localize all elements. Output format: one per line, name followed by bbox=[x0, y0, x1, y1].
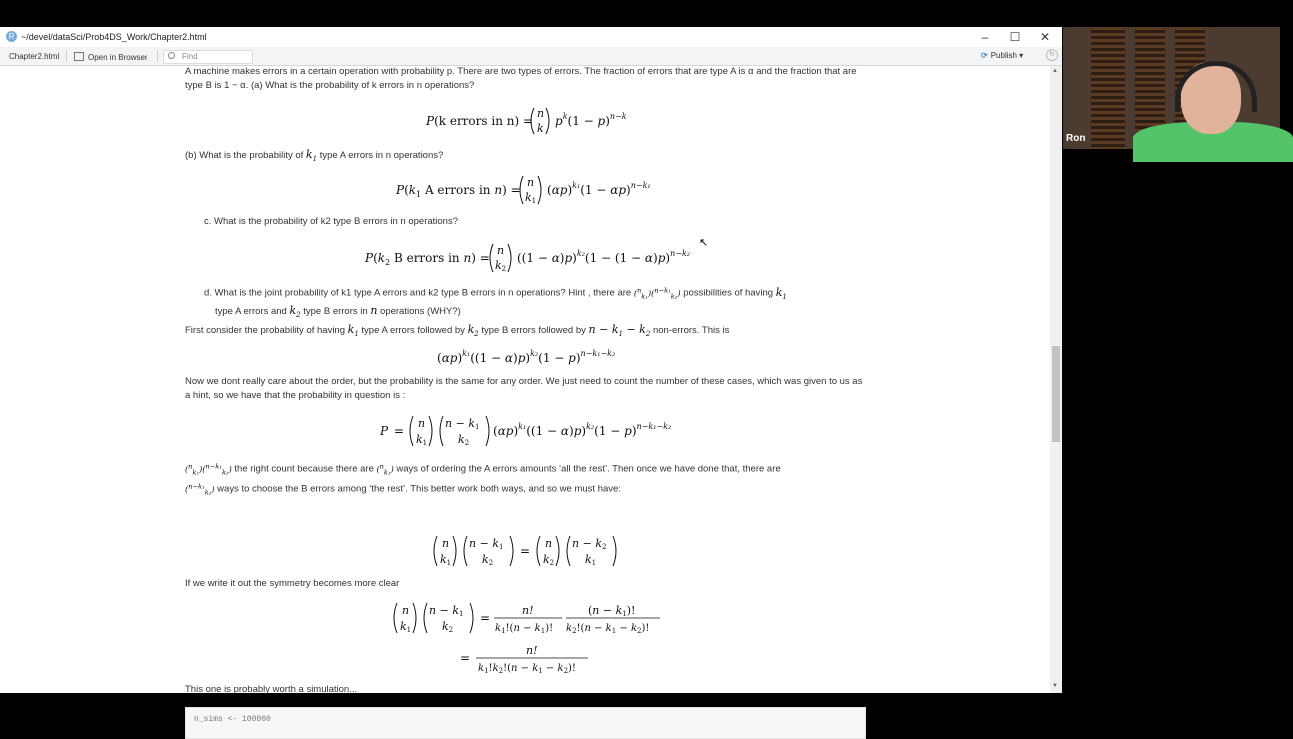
window-shutter bbox=[1091, 27, 1125, 149]
scroll-up-arrow-icon[interactable]: ▲ bbox=[1052, 68, 1058, 74]
participant-name: Ron bbox=[1066, 133, 1086, 144]
paragraph-first-consider: First consider the probability of having $k_1$ type A errors followed by $k_2$ type B errors followed by $n - k_1 - k_2$ non-errors. This is bbox=[185, 323, 730, 339]
tab-chapter2[interactable]: Chapter2.html bbox=[9, 52, 60, 61]
webcam-overlay bbox=[1063, 27, 1280, 149]
viewer-toolbar bbox=[0, 47, 1062, 66]
svg-text:n: n bbox=[418, 417, 426, 430]
svg-text:(n − k1)!: (n − k1)! bbox=[588, 604, 636, 618]
equation-ordered-probability-svg bbox=[437, 346, 627, 370]
vertical-scrollbar[interactable] bbox=[1050, 66, 1062, 693]
rstudio-viewer-window bbox=[0, 27, 1062, 724]
search-icon bbox=[168, 52, 175, 59]
math-k1: $k_1$ bbox=[305, 148, 318, 164]
svg-text:n − k2: n − k2 bbox=[572, 537, 607, 551]
math-k1: $k_1$ bbox=[347, 323, 359, 339]
svg-text:k2: k2 bbox=[482, 553, 494, 567]
paragraph-order: Now we dont really care about the order, but the probability is the same for any order. We just need to count the number of these cases, which was given to us as a hint, so we have that the probability in question is : bbox=[185, 376, 863, 401]
document-content bbox=[0, 66, 1050, 724]
paragraph-symmetry: If we write it out the symmetry becomes more clear bbox=[185, 578, 400, 589]
find-input[interactable]: Find bbox=[163, 50, 253, 64]
svg-text:=: = bbox=[480, 611, 491, 625]
mouse-cursor-icon: ↖ bbox=[699, 237, 709, 249]
equation-k-errors-svg bbox=[426, 104, 631, 138]
svg-text:n − k1: n − k1 bbox=[445, 417, 480, 431]
svg-text:k1: k1 bbox=[440, 553, 452, 567]
svg-text:k1!(n − k1)!: $k_1!(n - k_1)$! bbox=[495, 623, 554, 635]
svg-text:P(k1 A errors in n) =: $P(k_1$ A errors in n) = bbox=[396, 183, 521, 199]
code-block bbox=[185, 707, 866, 739]
paragraph-right-count: ($^n_{k_1}$)($^{n-k_1}_{k_2}$) the right count because there are ($^n_{k_1}$) ways of ordering the A errors amounts ‘all the rest’. Then once we have done that, there are ($^{n-k_1}_{k_2}$) ways to choose the B errors among ‘the rest’. This better work both ways, and so we must have: bbox=[185, 462, 781, 497]
svg-text:((1 − α)p)k₂(1 − (1 − α)p)n−k₂: $((1 - \alpha)p)^{k_2}(1 - (1 - \alpha)p)^{n-k_2}$ bbox=[517, 249, 691, 265]
svg-text:n: n bbox=[537, 107, 545, 120]
math-binom-hint: ($^n_{k_1}$)($^{n-k_1}_{k_2}$) bbox=[633, 286, 681, 301]
minimize-button[interactable]: – bbox=[981, 30, 989, 44]
paragraph-problem: A machine makes errors in a certain operation with probability p. There are two types of errors. The fraction of errors that are type A is α and the fraction that are type B is 1 − α. (a) What is the probability of k errors in n operations? bbox=[185, 66, 857, 91]
math-n-minus-k1-k2: $n - k_1 - k_2$ bbox=[588, 323, 651, 339]
paragraph-part-b: (b) What is the probability of $k_1$ type A errors in n operations? bbox=[185, 148, 444, 164]
svg-text:k2: k2 bbox=[495, 259, 507, 273]
paragraph-simulation: This one is probably worth a simulation... bbox=[185, 684, 358, 695]
title-bar bbox=[0, 27, 1062, 47]
scrollbar-thumb[interactable] bbox=[1052, 346, 1060, 442]
svg-text:P(k errors in n) =: P(k errors in n) = bbox=[426, 114, 534, 128]
svg-text:(αp)k₁(1 − αp)n−k₁: $(\alpha p)^{k_1}(1 - \alpha p)^{n-k_1}$ bbox=[547, 181, 651, 197]
equation-k2-type-b bbox=[365, 240, 695, 279]
code-line: n_sims <- 100000 bbox=[194, 715, 271, 724]
math-n: n bbox=[370, 303, 378, 317]
svg-text:k2: k2 bbox=[543, 553, 555, 567]
equation-k-errors bbox=[426, 104, 631, 141]
equation-k1-type-a-svg bbox=[396, 172, 661, 208]
refresh-icon[interactable]: ↻ bbox=[1046, 49, 1058, 61]
browser-icon bbox=[74, 52, 84, 61]
svg-text:P(k2 B errors in n) =: $P(k_2$ B errors in n) = bbox=[365, 251, 490, 267]
svg-text:k2: k2 bbox=[458, 433, 470, 447]
toolbar-divider bbox=[66, 50, 67, 62]
math-binom-n-k1: ($^n_{k_1}$) bbox=[376, 462, 394, 477]
scroll-down-arrow-icon[interactable]: ▼ bbox=[1052, 683, 1058, 689]
math-binom-n-k1-k2: ($^{n-k_1}_{k_2}$) bbox=[185, 482, 215, 497]
equation-ordered-probability bbox=[437, 346, 627, 373]
math-k2: $k_2$ bbox=[467, 323, 479, 339]
equation-factorials-svg bbox=[388, 598, 668, 680]
svg-text:n: n bbox=[527, 176, 535, 189]
math-k1: $k_1$ bbox=[775, 285, 787, 301]
equation-symmetry bbox=[430, 532, 630, 573]
math-k2: $k_2$ bbox=[289, 303, 301, 320]
maximize-button[interactable]: ☐ bbox=[1009, 30, 1021, 44]
svg-text:k1: k1 bbox=[400, 620, 412, 634]
svg-text:n: n bbox=[442, 537, 450, 550]
svg-text:(αp)k₁((1 − α)p)k₂(1 − p)n−k₁−: $(\alpha p)^{k_1}((1 - \alpha)p)^{k_2}(1 - p)^{n-k_1-k_2}$ bbox=[437, 349, 616, 365]
paragraph-part-d: d. What is the joint probability of k1 type A errors and k2 type B errors in n operations? Hint , there are ($^n_{k_1}$)($^{n-k_1}_{k_2}$) possibilities of having $k_1$ type A errors and $k_2$ type B errors in n operations (WHY?) bbox=[204, 285, 787, 320]
svg-text:n − k1: n − k1 bbox=[469, 537, 504, 551]
equation-k2-type-b-svg bbox=[365, 240, 695, 276]
equation-joint-probability-svg bbox=[380, 412, 680, 450]
svg-text:=: = bbox=[520, 544, 531, 558]
svg-text:n!: n! bbox=[522, 604, 534, 617]
svg-text:n: n bbox=[402, 604, 410, 617]
window-title: ~/devel/dataSci/Prob4DS_Work/Chapter2.html bbox=[21, 32, 207, 42]
svg-text:k1: k1 bbox=[525, 191, 537, 205]
svg-text:pk(1 − p)n−k: $p^k(1 - p)^{n-k}$ bbox=[555, 112, 627, 128]
equation-joint-probability bbox=[380, 412, 680, 453]
toolbar-divider bbox=[157, 50, 158, 62]
svg-text:k: k bbox=[537, 122, 544, 135]
svg-text:k1!k2!(n − k1 − k2)!: $k_1!k_2!(n - k_1 - k_2)$! bbox=[478, 663, 576, 675]
equation-factorials bbox=[388, 598, 668, 683]
equation-k1-type-a bbox=[396, 172, 661, 211]
paragraph-part-c: c. What is the probability of k2 type B errors in n operations? bbox=[204, 216, 458, 227]
svg-text:n − k1: n − k1 bbox=[429, 604, 464, 618]
svg-text:n: n bbox=[497, 244, 505, 257]
svg-text:k2!(n − k1 − k2)!: $k_2!(n - k_1 - k_2)$! bbox=[566, 623, 650, 635]
svg-text:k2: k2 bbox=[442, 620, 454, 634]
svg-text:n: n bbox=[545, 537, 553, 550]
svg-text:(αp)k₁((1 − α)p)k₂(1 − p)n−k₁−: $(\alpha p)^{k_1}((1 - \alpha)p)^{k_2}(1 - p)^{n-k_1-k_2}$ bbox=[493, 422, 672, 438]
svg-text:=: = bbox=[394, 424, 405, 438]
close-button[interactable]: ✕ bbox=[1039, 30, 1051, 44]
svg-text:n!: n! bbox=[526, 644, 538, 657]
svg-text:=: = bbox=[460, 651, 471, 665]
publish-icon: ⟳ bbox=[981, 51, 988, 60]
svg-text:P: P bbox=[380, 424, 389, 438]
svg-text:k1: k1 bbox=[416, 433, 428, 447]
svg-text:k1: k1 bbox=[585, 553, 597, 567]
rstudio-logo-icon: R bbox=[6, 31, 17, 42]
math-binom-pair: ($^n_{k_1}$)($^{n-k_1}_{k_2}$) bbox=[185, 462, 232, 477]
open-in-browser-button[interactable]: Open in Browser bbox=[74, 52, 148, 62]
equation-symmetry-svg bbox=[430, 532, 630, 570]
publish-button[interactable]: ⟳ Publish ▾ bbox=[981, 51, 1024, 60]
